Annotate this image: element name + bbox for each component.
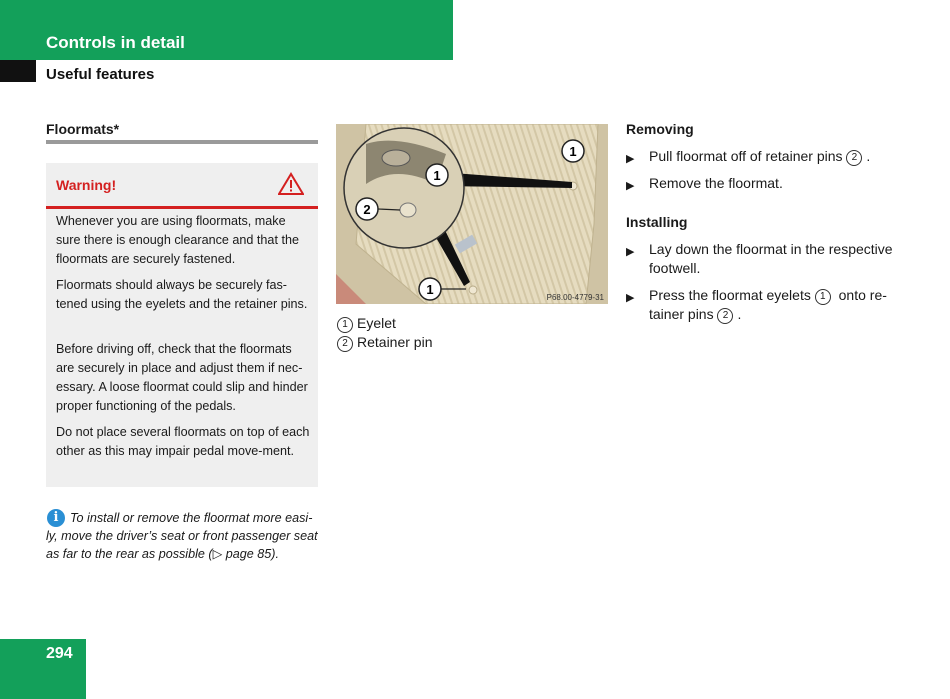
callout-1: 1 (433, 168, 441, 183)
caption-text: Eyelet (357, 315, 396, 331)
page-number-band (0, 639, 86, 699)
removing-step-2: ▶ Remove the floormat. (626, 174, 902, 193)
callout-1: 1 (569, 144, 577, 159)
removing-step-1: ▶ Pull floormat off of retainer pins 2 . (626, 147, 902, 166)
callout-2: 2 (363, 202, 371, 217)
warning-label: Warning! (56, 177, 117, 193)
triangle-right-icon: ▶ (626, 292, 635, 304)
page-number: 294 (46, 645, 73, 662)
heading-rule (46, 140, 318, 144)
caption-text: Retainer pin (357, 334, 433, 350)
section-title: Controls in detail (46, 33, 185, 52)
installing-step-2: ▶ Press the floormat eyelets 1 onto re-tainer pins 2 . (626, 287, 887, 322)
floormat-figure (336, 124, 608, 304)
callout-number: 2 (846, 150, 862, 166)
triangle-right-icon: ▶ (626, 246, 635, 258)
subsection-title: Useful features (46, 66, 155, 83)
warning-paragraph: Do not place several floormats on top of each other as this may impair pedal move-ment. (56, 425, 310, 458)
header-marker (0, 60, 36, 82)
warning-paragraph: Floormats should always be securely fas-tened using the eyelets and the retainer pins. (56, 278, 308, 311)
floormats-heading: Floormats* (46, 121, 120, 137)
callout-number: 2 (337, 336, 353, 352)
triangle-right-icon: ▶ (626, 180, 635, 192)
triangle-right-icon: ▶ (626, 153, 635, 165)
warning-paragraph: Before driving off, check that the floormats are securely in place and adjust them if nec-essary. A loose floormat could slip and hinder proper functioning of the pedals. (56, 342, 308, 413)
installing-heading: Installing (626, 214, 688, 230)
info-note: To install or remove the floormat more easi-ly, move the driver’s seat or front passenger seat as far to the rear as possible (▷ page 85). (46, 511, 318, 561)
warning-rule (46, 206, 318, 209)
caption-retainer-pin (337, 334, 433, 352)
installing-step-1: ▶ Lay down the floormat in the respective footwell. (626, 241, 893, 276)
callout-number: 1 (815, 289, 831, 305)
caption-eyelet (337, 315, 396, 333)
warning-paragraph: Whenever you are using floormats, make sure there is enough clearance and that the floormats are securely fastened. (56, 214, 299, 266)
info-icon: i (47, 509, 65, 527)
callout-1: 1 (426, 282, 434, 297)
warning-triangle-icon (278, 172, 304, 196)
callout-number: 2 (717, 308, 733, 324)
callout-number: 1 (337, 317, 353, 333)
figure-code: P68.00-4779-31 (546, 293, 604, 302)
removing-heading: Removing (626, 121, 694, 137)
